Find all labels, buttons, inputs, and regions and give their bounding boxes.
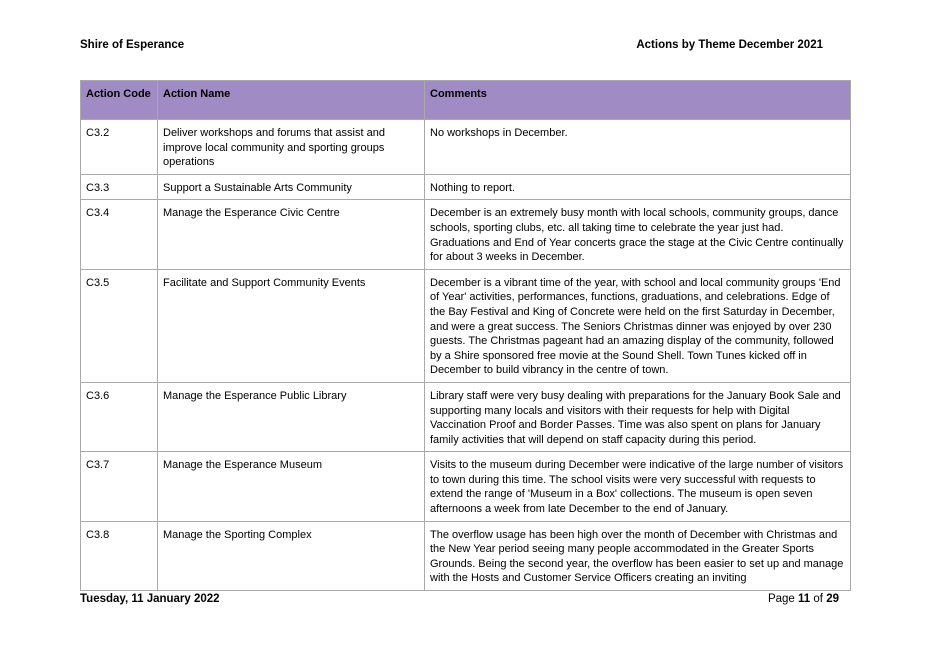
page-of-label: of bbox=[813, 593, 823, 605]
page-total: 29 bbox=[826, 593, 839, 605]
action-name-cell: Manage the Esperance Public Library bbox=[158, 382, 425, 451]
comment-cell: December is a vibrant time of the year, with school and local community groups 'End of Year' activities, performances, functions, graduations, and celebrations. Edge of the Bay Festival and King of Concrete were held on the first Saturday in December, and were a great success. The Seniors Christmas dinner was enjoyed by over 230 guests. The Christmas pageant had an amazing display of the community, followed by a Shire sponsored free movie at the Sound Shell. Town Tunes kicked off in December to build vibrancy in the centre of town. bbox=[425, 269, 851, 382]
action-name-cell: Facilitate and Support Community Events bbox=[158, 269, 425, 382]
footer-page-number bbox=[768, 593, 839, 605]
table-row bbox=[81, 452, 851, 521]
action-name-cell: Manage the Esperance Civic Centre bbox=[158, 200, 425, 269]
action-code-cell: C3.3 bbox=[81, 174, 158, 200]
page-label: Page bbox=[767, 593, 795, 605]
action-code-cell: C3.6 bbox=[81, 382, 158, 451]
action-name-cell: Support a Sustainable Arts Community bbox=[158, 174, 425, 200]
table-header-row bbox=[81, 81, 851, 120]
actions-table bbox=[80, 80, 851, 591]
page-current: 11 bbox=[798, 593, 811, 605]
table-row bbox=[81, 120, 851, 175]
document-header-report-title: Actions by Theme December 2021 bbox=[636, 39, 823, 51]
action-code-cell: C3.7 bbox=[81, 452, 158, 521]
action-name-cell: Manage the Sporting Complex bbox=[158, 521, 425, 590]
column-header-comments: Comments bbox=[425, 81, 851, 120]
table-row bbox=[81, 521, 851, 590]
table-row bbox=[81, 269, 851, 382]
comment-cell: Visits to the museum during December were indicative of the large number of visitors to town during this time. The school visits were very successful with requests to extend the range of 'Museum in a Box' collections. The museum is open seven afternoons a week from late December to the end of January. bbox=[425, 452, 851, 521]
comment-cell: December is an extremely busy month with local schools, community groups, dance schools, sporting clubs, etc. all taking time to celebrate the year just had. Graduations and End of Year concerts grace the stage at the Civic Centre continually for about 3 weeks in December. bbox=[425, 200, 851, 269]
action-code-cell: C3.2 bbox=[81, 120, 158, 175]
comment-cell: No workshops in December. bbox=[425, 120, 851, 175]
column-header-action-name: Action Name bbox=[158, 81, 425, 120]
action-code-cell: C3.5 bbox=[81, 269, 158, 382]
table-row bbox=[81, 382, 851, 451]
comment-cell: Nothing to report. bbox=[425, 174, 851, 200]
table-row bbox=[81, 200, 851, 269]
comment-cell: The overflow usage has been high over the month of December with Christmas and the New Year period seeing many people accommodated in the Greater Sports Grounds. Being the second year, the overflow has been easier to set up and manage with the Hosts and Customer Service Officers creating an inviting bbox=[425, 521, 851, 590]
action-code-cell: C3.8 bbox=[81, 521, 158, 590]
table-row bbox=[81, 174, 851, 200]
comment-cell: Library staff were very busy dealing with preparations for the January Book Sale and supporting many locals and visitors with their requests for help with Digital Vaccination Proof and Border Passes. Time was also spent on plans for January family activities that will depend on staff capacity during this period. bbox=[425, 382, 851, 451]
document-header-organisation: Shire of Esperance bbox=[80, 39, 185, 51]
action-code-cell: C3.4 bbox=[81, 200, 158, 269]
action-name-cell: Manage the Esperance Museum bbox=[158, 452, 425, 521]
footer-date: Tuesday, 11 January 2022 bbox=[80, 593, 220, 605]
column-header-action-code: Action Code bbox=[81, 81, 158, 120]
action-name-cell: Deliver workshops and forums that assist and improve local community and sporting groups operations bbox=[158, 120, 425, 175]
